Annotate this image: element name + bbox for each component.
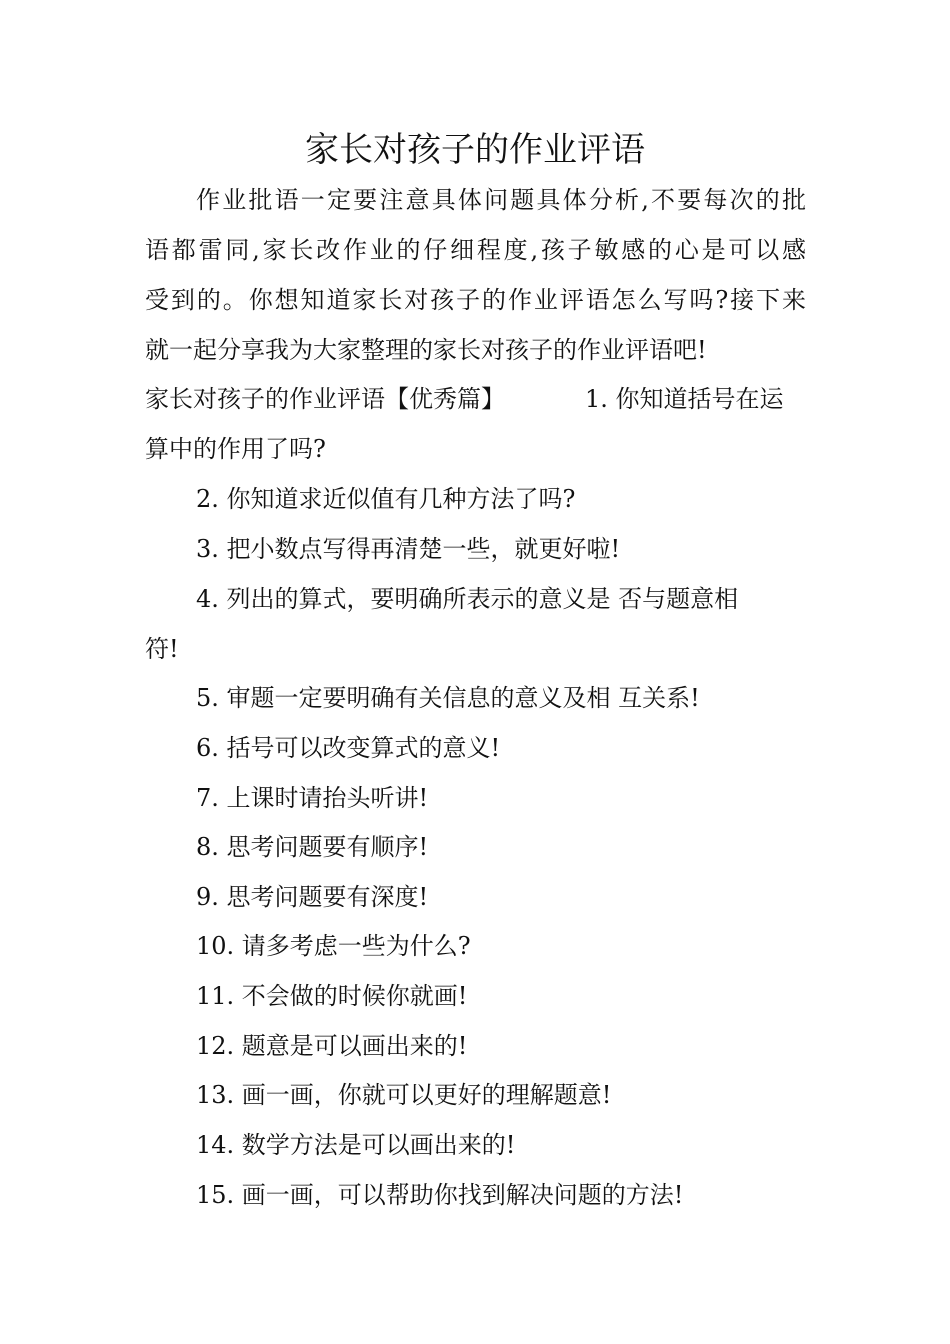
comment-item-4-line-2: 符!	[145, 635, 179, 663]
comment-item-1-line-2: 算中的作用了吗?	[145, 435, 326, 463]
comment-item-1-line-1: 1. 你知道括号在运	[585, 385, 784, 413]
intro-line-4: 就一起分享我为大家整理的家长对孩子的作业评语吧!	[145, 336, 707, 364]
comment-item-4-line-1: 4. 列出的算式，要明确所表示的意义是 否与题意相	[196, 585, 739, 613]
comment-item-12: 12. 题意是可以画出来的!	[196, 1032, 468, 1060]
intro-line-3: 受到的。你想知道家长对孩子的作业评语怎么写吗?接下来	[145, 286, 806, 314]
comment-item-15: 15. 画一画，可以帮助你找到解决问题的方法!	[196, 1181, 684, 1209]
comment-item-6: 6. 括号可以改变算式的意义!	[196, 734, 501, 762]
page-title: 家长对孩子的作业评语	[305, 130, 645, 170]
section-heading: 家长对孩子的作业评语【优秀篇】	[145, 385, 505, 413]
comment-item-13: 13. 画一画，你就可以更好的理解题意!	[196, 1081, 612, 1109]
intro-line-2: 语都雷同,家长改作业的仔细程度,孩子敏感的心是可以感	[145, 236, 806, 264]
comment-item-5: 5. 审题一定要明确有关信息的意义及相 互关系!	[196, 684, 700, 712]
comment-item-7: 7. 上课时请抬头听讲!	[196, 784, 429, 812]
intro-line-1: 作业批语一定要注意具体问题具体分析,不要每次的批	[196, 186, 806, 214]
comment-item-14: 14. 数学方法是可以画出来的!	[196, 1131, 516, 1159]
comment-item-8: 8. 思考问题要有顺序!	[196, 833, 429, 861]
comment-item-9: 9. 思考问题要有深度!	[196, 883, 429, 911]
comment-item-10: 10. 请多考虑一些为什么?	[196, 932, 471, 960]
comment-item-3: 3. 把小数点写得再清楚一些，就更好啦!	[196, 535, 621, 563]
comment-item-11: 11. 不会做的时候你就画!	[196, 982, 468, 1010]
comment-item-2: 2. 你知道求近似值有几种方法了吗?	[196, 485, 576, 513]
